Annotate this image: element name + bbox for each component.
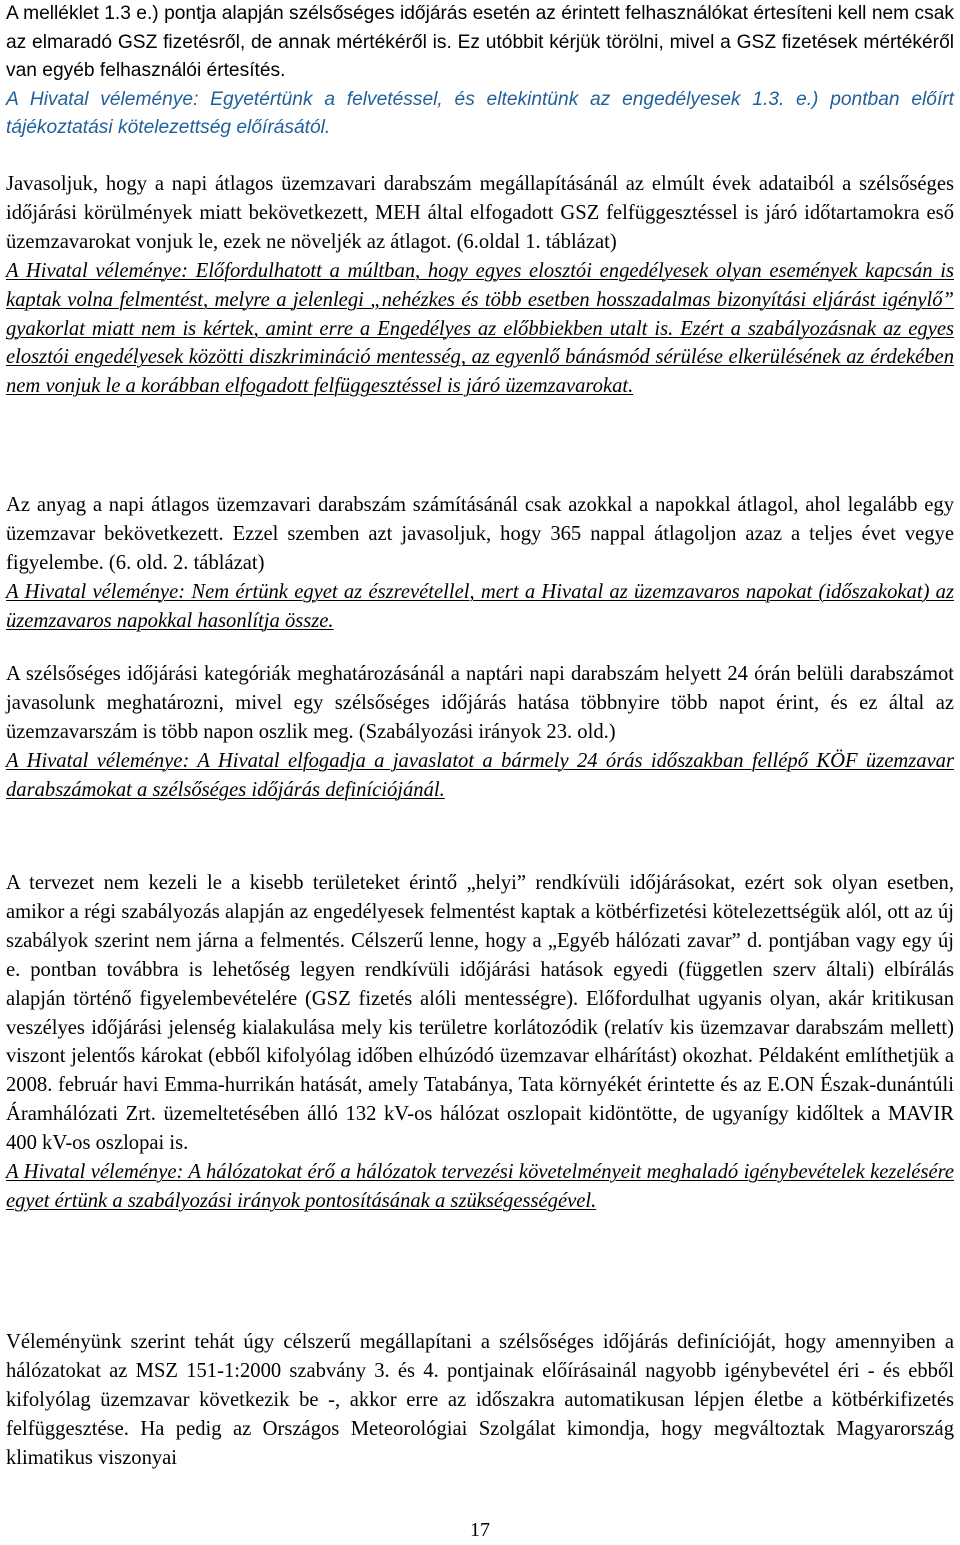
paragraph-text: Véleményünk szerint tehát úgy célszerű megállapítani a szélsőséges időjárás definícióját, hogy amennyiben a hálózatokat az MSZ 151-1:2000 szabvány 3. és 4. pontjainak előírásainál nagyobb igénybevétel éri - és ebből kifolyólag üzemzavar következik be -, akkor erre az időszakra automatikusan lépjen életbe a kötbérkifizetés felfüggesztése. Ha pedig az Országos Meteorológiai Szolgálat kimondja, hogy megváltoztak Magyarország klimatikus viszonyai [6, 1331, 954, 1469]
hivatal-opinion: A Hivatal véleménye: Előfordulhatott a múltban, hogy egyes elosztói engedélyesek olyan események kapcsán is kaptak volna felmentést, melyre a jelenlegi „nehézkes és több esetben hosszadalmas bizonyítási eljárást igénylő” gyakorlat miatt nem is kértek, amint erre a Engedélyes az előbbiekben utalt is. Ezért a szabályozásnak az egyes elosztói engedélyesek közötti diszkrimináció mentesség, az egyenlő bánásmód sérülése elkerülésének az érdekében nem vonjuk le a korábban elfogadott felfüggesztéssel is járó üzemzavarokat. [6, 259, 954, 398]
hivatal-opinion: A Hivatal véleménye: A hálózatokat érő a hálózatok tervezési követelményeit meghaladó igénybevételek kezelésére egyet értünk a szabályozási irányok pontosításának a szükségességével. [6, 1161, 954, 1212]
hivatal-opinion: A Hivatal véleménye: Nem értünk egyet az észrevétellel, mert a Hivatal az üzemzavaros napokat (időszakokat) az üzemzavaros napokkal hasonlítja össze. [6, 580, 954, 632]
paragraph-text: A melléklet 1.3 e.) pontja alapján szélsőséges időjárás esetén az érintett felhasználókat értesíteni kell nem csak az elmaradó GSZ fizetésről, de annak mértékéről is. Ez utóbbit kérjük törölni, mivel a GSZ fizetések mértékéről van egyéb felhasználói értesítés. [6, 3, 954, 81]
paragraph-365-nap [6, 491, 954, 636]
paragraph-text: A tervezet nem kezeli le a kisebb területeket érintő „helyi” rendkívüli időjárásokat, ezért sok olyan esetben, amikor a régi szabályozás alapján az engedélyesek felmentést kaptak a kötbérfizetési kötelezettségük alól, ott az új szabályok szerint nem járna a felmentés. Célszerű lenne, hogy a „Egyéb hálózati zavar” d. pontjában vagy egy új e. pontban továbbra is lehetőség legyen rendkívüli időjárási hatások egyedi (független szerv általi) elbírálás alapján történő figyelembevételére (GSZ fizetés alóli mentességre). Előfordulhat ugyanis olyan, akár kritikusan veszélyes időjárási jelenség kialakulása mely kis területre korlátozódik (relatív kis üzemzavar darabszám mellett) viszont jelentős károkat (ebből kifolyólag időben elhúzódó üzemzavar elhárítást) okozhat. Példaként említhetjük a 2008. február havi Emma-hurrikán hatását, amely Tatabánya, Tata környékét érintette és az E.ON Észak-dunántúli Áramhálózati Zrt. üzemeltetésében álló 132 kV-os hálózat oszlopait kidöntötte, de ugyanígy kidőltek a MAVIR 400 kV-os oszlopai is. [6, 872, 954, 1155]
paragraph-helyi-idojaras [6, 869, 954, 1216]
hivatal-opinion: A Hivatal véleménye: Egyetértünk a felvetéssel, és eltekintünk az engedélyesek 1.3. e.) pontban előírt tájékoztatási kötelezettség előírásától. [6, 88, 954, 138]
paragraph-text: A szélsőséges időjárási kategóriák meghatározásánál a naptári napi darabszám helyett 24 órán belüli darabszámot javasolunk meghatározni, mivel egy szélsőséges időjárás hatása többnyire több napot érint, és ez által az üzemzavarszám is több napon oszlik meg. (Szabályozási irányok 23. old.) [6, 663, 954, 743]
hivatal-opinion: A Hivatal véleménye: A Hivatal elfogadja a javaslatot a bármely 24 órás időszakban fellépő KÖF üzemzavar darabszámokat a szélsőséges időjárás definíciójánál. [6, 749, 954, 801]
paragraph-text: Javasoljuk, hogy a napi átlagos üzemzavari darabszám megállapításánál az elmúlt évek adataiból a szélsőséges időjárási körülmények miatt bekövetkezett, MEH által elfogadott GSZ felfüggesztéssel is járó időtartamokra eső üzemzavarokat vonjuk le, ezek ne növeljék az átlagot. (6.oldal 1. táblázat) [6, 173, 954, 253]
paragraph-napi-atlag [6, 170, 954, 401]
paragraph-text: Az anyag a napi átlagos üzemzavari darabszám számításánál csak azokkal a napokkal átlagol, ahol legalább egy üzemzavar bekövetkezett. Ezzel szemben azt javasoljuk, hogy 365 nappal átlagoljon azaz a teljes évet vegye figyelembe. (6. old. 2. táblázat) [6, 494, 954, 574]
paragraph-velemenyunk [6, 1328, 954, 1473]
paragraph-melleklet [6, 0, 954, 143]
paragraph-24-ora [6, 660, 954, 805]
page-number: 17 [470, 1519, 490, 1541]
